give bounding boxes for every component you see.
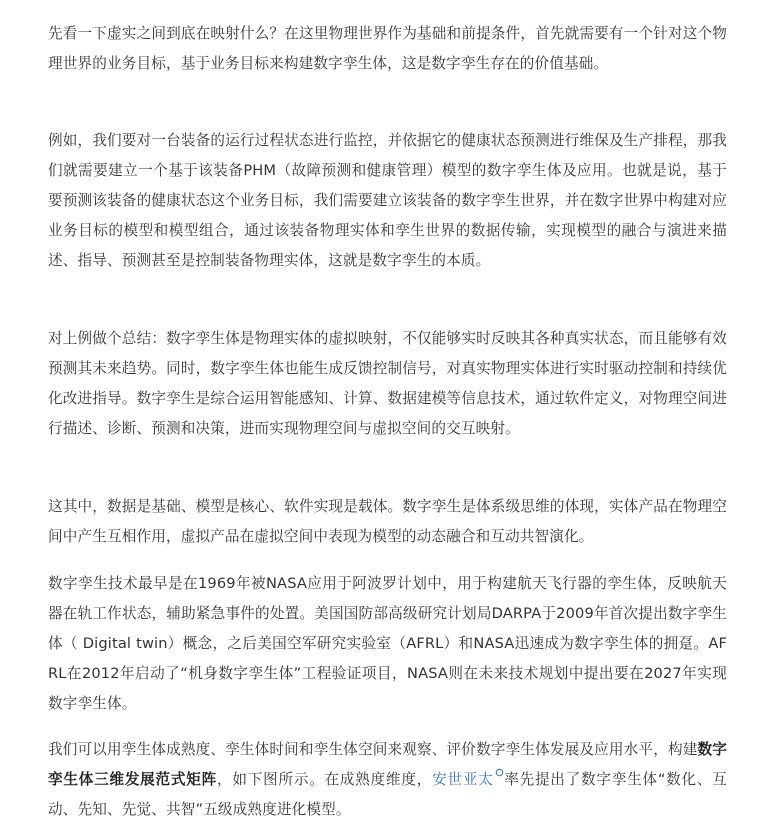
- paragraph-6: [48, 735, 727, 825]
- paragraph-6-text-middle: ，如下图所示。在成熟度维度，: [217, 771, 433, 788]
- paragraph-6-text-after: 率先提出了数字孪生体“数化、互动、先知、先觉、共智”五级成熟度进化模型。: [48, 771, 728, 818]
- search-link-icon: [495, 768, 504, 777]
- company-link[interactable]: [432, 771, 503, 788]
- paragraph-1: 先看一下虚实之间到底在映射什么？在这里物理世界作为基础和前提条件，首先就需要有一个针对这个物理世界的业务目标，基于业务目标来构建数字孪生体，这是数字孪生存在的价值基础。: [48, 25, 727, 72]
- paragraph-4: 这其中，数据是基础、模型是核心、软件实现是载体。数字孪生是体系级思维的体现，实体产品在物理空间中产生互相作用，虚拟产品在虚拟空间中表现为模型的动态融合和互动共智演化。: [48, 498, 727, 545]
- bold-term: 数字孪生体三维发展范式矩阵: [48, 741, 727, 788]
- paragraph-6-text-before: 我们可以用孪生体成熟度、孪生体时间和孪生体空间来观察、评价数字孪生体发展及应用水平，构建: [48, 741, 698, 758]
- paragraph-2: 例如，我们要对一台装备的运行过程状态进行监控，并依据它的健康状态预测进行维保及生产排程，那我们就需要建立一个基于该装备PHM（故障预测和健康管理）模型的数字孪生体及应用。也就是说，基于要预测该装备的健康状态这个业务目标，我们需要建立该装备的数字孪生世界，并在数字世界中构建对应业务目标的模型和模型组合，通过该装备物理实体和孪生世界的数据传输，实现模型的融合与演进来描述、指导、预测甚至是控制装备物理实体，这就是数字孪生的本质。: [48, 132, 727, 269]
- paragraph-5: 数字孪生技术最早是在1969年被NASA应用于阿波罗计划中，用于构建航天飞行器的孪生体，反映航天器在轨工作状态，辅助紧急事件的处置。美国国防部高级研究计划局DARPA于2009年首次提出数字孪生体（ Digital twin）概念，之后美国空军研究实验室（AFRL）和NASA迅速成为数字孪生体的拥趸。AFRL在2012年启动了“机身数字孪生体”工程验证项目，NASA则在未来技术规划中提出要在2027年实现数字孪生体。: [48, 575, 727, 712]
- company-link-text: 安世亚太: [432, 771, 494, 788]
- paragraph-3: 对上例做个总结：数字孪生体是物理实体的虚拟映射，不仅能够实时反映其各种真实状态，而且能够有效预测其未来趋势。同时，数字孪生体也能生成反馈控制信号，对真实物理实体进行实时驱动控制和持续优化改进指导。数字孪生是综合运用智能感知、计算、数据建模等信息技术，通过软件定义，对物理空间进行描述、诊断、预测和决策，进而实现物理空间与虚拟空间的交互映射。: [48, 330, 727, 437]
